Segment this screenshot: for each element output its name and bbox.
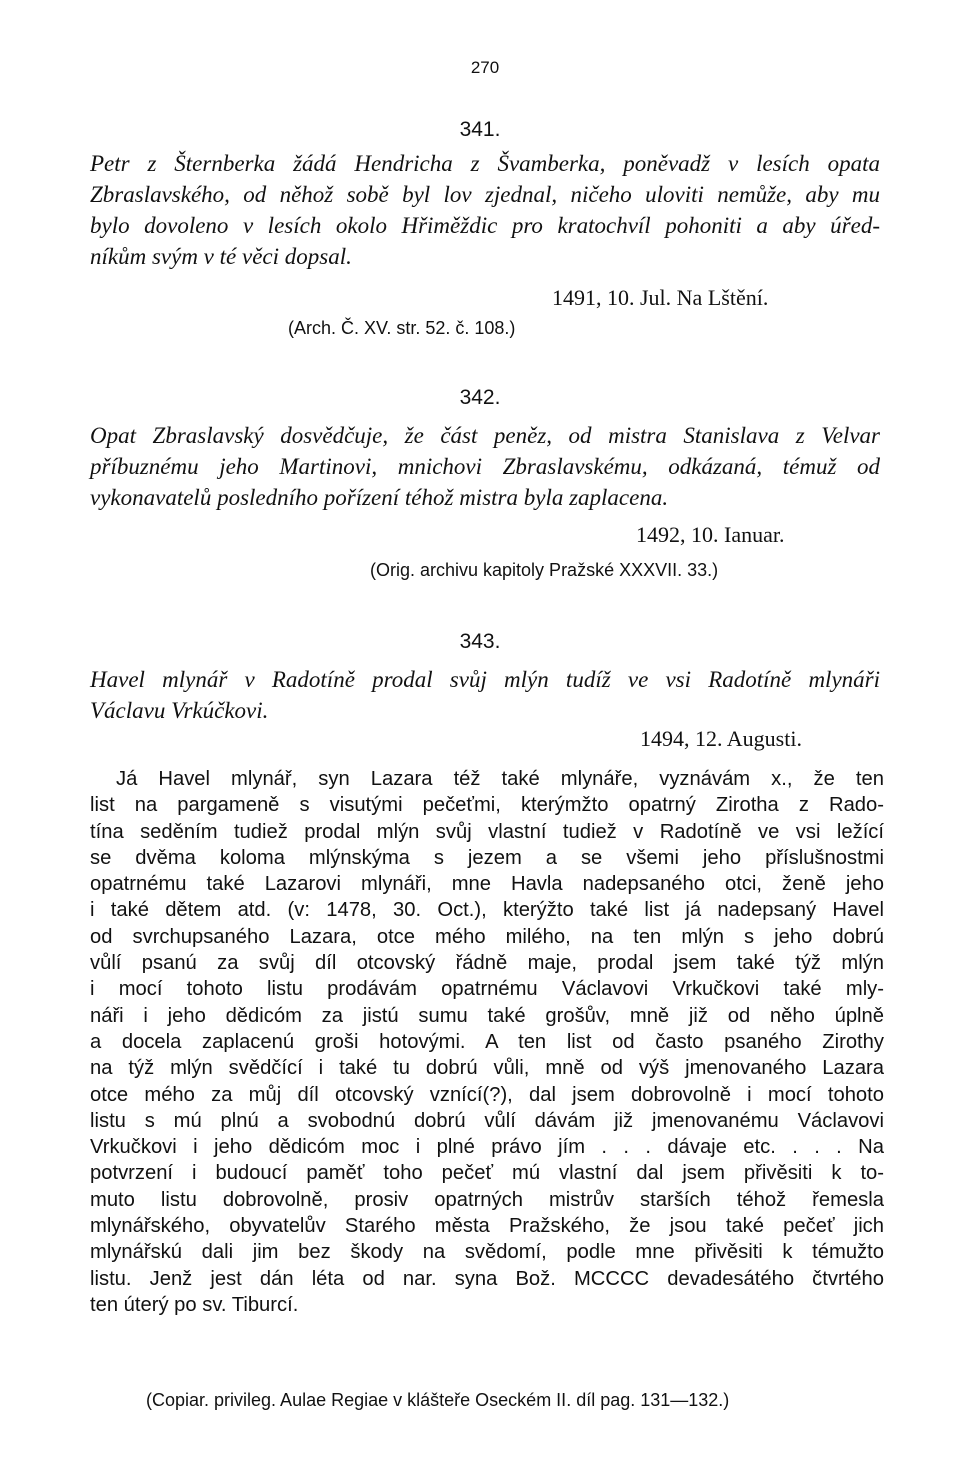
summary-line: vykonavatelů posledního pořízení téhož mistra byla zaplacena. [90,485,669,510]
document-number-343: 343. [459,630,501,653]
text-line: i mocí tohoto listu prodávám opatrnému Václavovi Vrkučkovi také mly- [90,978,884,1001]
summary-341 [90,148,880,272]
document-number-341: 341. [459,118,501,141]
text-line: potvrzení i budoucí paměť toho pečeť mú vlastní dal jsem přivěsiti k to- [90,1162,884,1185]
text-line: a docela zaplacenú groši hotovými. A ten list od často psaného Zirothy [90,1030,884,1053]
summary-343 [90,664,880,726]
summary-line: Zbraslavského, od něhož sobě byl lov zjednal, ničeho uloviti nemůže, aby mu [90,182,880,207]
text-line: tína seděním tudiež prodal mlýn svůj vlastní tudiež v Radotíně ve vsi ležící [90,820,884,843]
summary-line: Václavu Vrkúčkovi. [90,698,269,723]
text-line: Já Havel mlynář, syn Lazara též také mlynáře, vyznávám x., že ten [116,768,884,790]
summary-line: příbuznému jeho Martinovi, mnichovi Zbraslavskému, odkázaná, témuž od [90,454,880,479]
date-342: 1492, 10. Ianuar. [636,522,785,547]
text-line: i také dětem atd. (v: 1478, 30. Oct.), kterýžto také list já nadepsaný Havel [90,899,884,922]
text-line: listu s mú plnú a svobodnú dobrú vůlí dávám již jmenovanému Václavovi [90,1109,884,1132]
date-343: 1494, 12. Augusti. [640,726,802,751]
document-number-342: 342. [459,386,501,409]
summary-line: Opat Zbraslavský dosvědčuje, že část peněz, od mistra Stanislava z Velvar [90,423,880,448]
summary-line: bylo dovoleno v lesích okolo Hřiměždic pro kratochvíl pohoniti a aby úřed- [90,213,880,238]
text-line: mlynářskú dali jim bez škody na svědomí, podle mne přivěsiti k témužto [90,1241,884,1264]
text-line: mlynářského, obyvatelův Starého města Pražského, že jsou také pečeť jich [90,1215,884,1238]
text-line: náři i jeho dědicóm za jistú sumu také grošův, mně již od něho úplně [90,1004,884,1027]
source-341: (Arch. Č. XV. str. 52. č. 108.) [288,318,516,338]
text-line: listu. Jenž jest dán léta od nar. syna Bož. MCCCC devadesátého čtvrtého [90,1267,884,1290]
source-343: (Copiar. privileg. Aulae Regiae v klášteře Oseckém II. díl pag. 131—132.) [146,1390,730,1410]
text-line: otce mého za můj díl otcovský vznící(?), dal jsem dobrovolně i mocí tohoto [90,1083,884,1106]
charter-text-343 [90,766,884,1318]
summary-line: níkům svým v té věci dopsal. [90,244,352,269]
summary-line: Havel mlynář v Radotíně prodal svůj mlýn tudíž ve vsi Radotíně mlynáři [90,667,880,692]
date-341: 1491, 10. Jul. Na Lštění. [552,285,769,310]
source-342: (Orig. archivu kapitoly Pražské XXXVII. 33.) [370,560,719,580]
page-number: 270 [470,58,500,77]
text-line: muto listu dobrovolně, prosiv opatrných mistrův starších téhož řemesla [90,1188,884,1211]
text-line: od svrchupsaného Lazara, otce mého milého, na ten mlýn s jeho dobrú [90,925,884,948]
text-line: se dvěma koloma mlýnskýma s jezem a se všemi jeho příslušnostmi [90,846,884,869]
text-line: Vrkučkovi i jeho dědicóm moc i plné právo jím . . . dávaje etc. . . . Na [90,1136,884,1159]
text-line: list na pargameně s visutými pečeťmi, kterýmžto opatrný Zirotha z Rado- [90,794,884,817]
text-line: vůlí psanú za svůj díl otcovský řádně maje, prodal jsem také týž mlýn [90,952,884,975]
text-line: na týž mlýn svědčící i také tu dobrú vůli, mně od výš jmenovaného Lazara [90,1057,884,1080]
summary-342 [90,420,880,513]
summary-line: Petr z Šternberka žádá Hendricha z Švamberka, poněvadž v lesích opata [90,151,880,176]
text-line: ten úterý po sv. Tiburcí. [90,1293,299,1316]
text-line: opatrnému také Lazarovi mlynáři, mne Havla nadepsaného otci, ženě jeho [90,873,884,896]
